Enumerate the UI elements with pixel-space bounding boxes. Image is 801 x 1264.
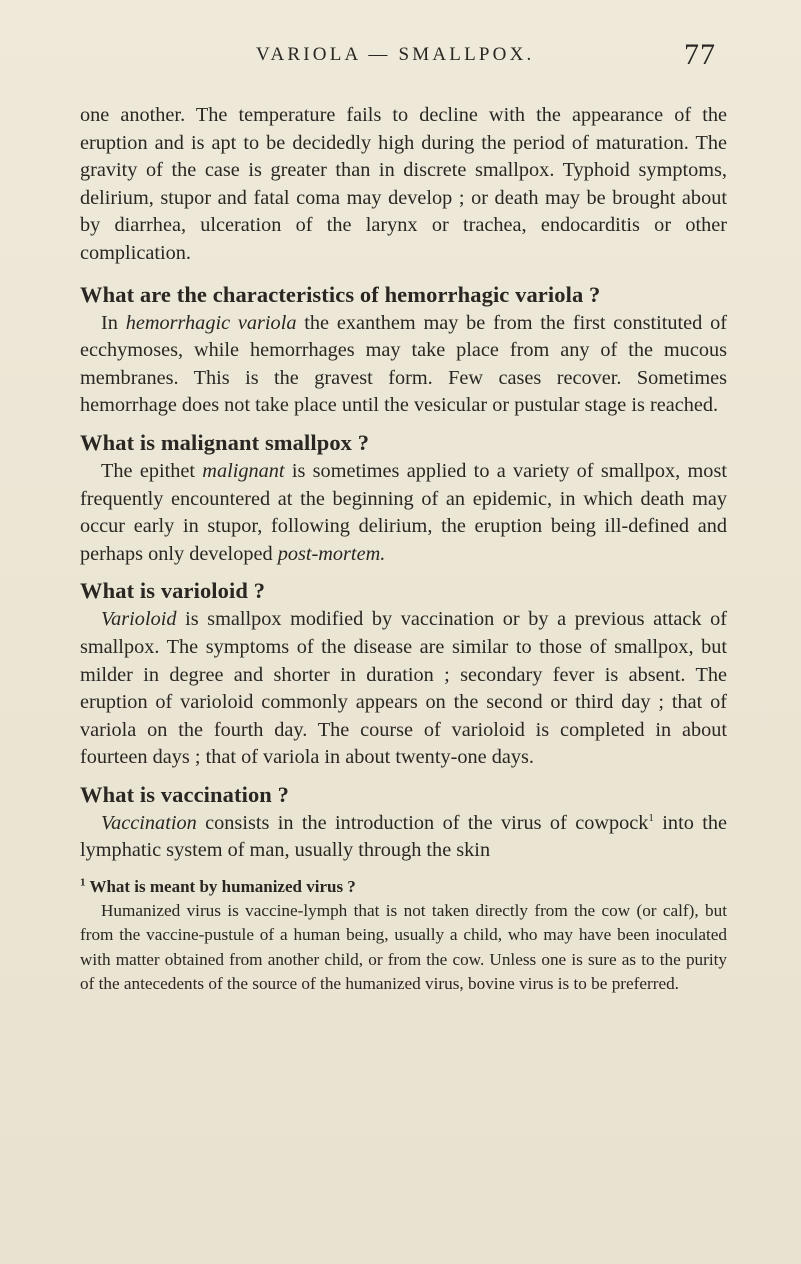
continued-paragraph: one another. The temperature fails to decline with the appearance of the eruption and is apt to be decidedly high during the period of maturation. The gravity of the case is greater than in discrete smallpox. Typhoid symptoms, delirium, stupor and fatal coma may develop ; or death may be brought about by diarrhea, ulceration of the larynx or trachea, endocarditis or other complication. — [80, 104, 727, 264]
italic-term: hemorrhagic variola — [125, 311, 297, 334]
page-number: 77 — [684, 38, 716, 71]
footnote-question — [80, 875, 727, 899]
answer-vaccination — [80, 810, 727, 865]
answer-text: consists in the introduction of the virus of cowpock — [196, 811, 649, 834]
question-heading-varioloid: What is varioloid ? — [80, 578, 266, 604]
italic-term: Varioloid — [101, 608, 177, 631]
italic-term: post-mortem. — [277, 542, 386, 565]
answer-text: into the lymphatic system of man, usually through the skin — [80, 811, 728, 862]
footnote-number: 1 — [80, 876, 86, 889]
question-heading-vaccination: What is vaccination ? — [80, 781, 289, 807]
running-head: VARIOLA — SMALLPOX. — [256, 44, 535, 65]
question-heading-malignant: What is malignant smallpox ? — [80, 429, 370, 455]
answer-varioloid — [80, 606, 727, 772]
footnote — [80, 875, 727, 996]
answer-text: is smallpox modified by vaccination or by a previous attack of smallpox. The symptoms of the disease are similar to those of smallpox, but milder in degree and shorter in duration ; secondary fever is absent. The eruption of varioloid commonly appears on the second or third day ; that of variola on the fourth day. The course of varioloid is completed in about fourteen days ; that of variola in about twenty-one days. — [80, 608, 727, 769]
italic-term: malignant — [202, 459, 285, 482]
page-header — [0, 40, 801, 80]
main-text — [80, 102, 727, 996]
answer-text: The epithet — [101, 459, 203, 482]
footnote-answer: Humanized virus is vaccine-lymph that is not taken directly from the cow (or calf), but from the vaccine-pustule of a human being, usually a child, who may have been inoculated with matter obtained from another child, or from the cow. Unless one is sure as to the purity of the antecedents of the source of the humanized virus, bovine virus is to be preferred. — [80, 901, 727, 993]
italic-term: Vaccination — [101, 811, 197, 834]
answer-hemorrhagic — [80, 310, 727, 420]
answer-text: is sometimes applied to a variety of smallpox, most frequently encountered at the beginning of an epidemic, in which death may occur early in stupor, following delirium, the eruption being ill-defined and perhaps only developed — [80, 459, 727, 565]
answer-text: In — [101, 311, 126, 334]
answer-malignant — [80, 458, 727, 568]
answer-text: the exanthem may be from the first constituted of ecchymoses, while hemorrhages may take place from any of the mucous membranes. This is the gravest form. Few cases recover. Sometimes hemorrhage does not take place until the vesicular or pustular stage is reached. — [80, 311, 727, 417]
footnote-marker: 1 — [648, 812, 654, 825]
question-heading-hemorrhagic: What are the characteristics of hemorrhagic variola ? — [80, 281, 601, 307]
footnote-question-text: What is meant by humanized virus ? — [85, 877, 356, 897]
